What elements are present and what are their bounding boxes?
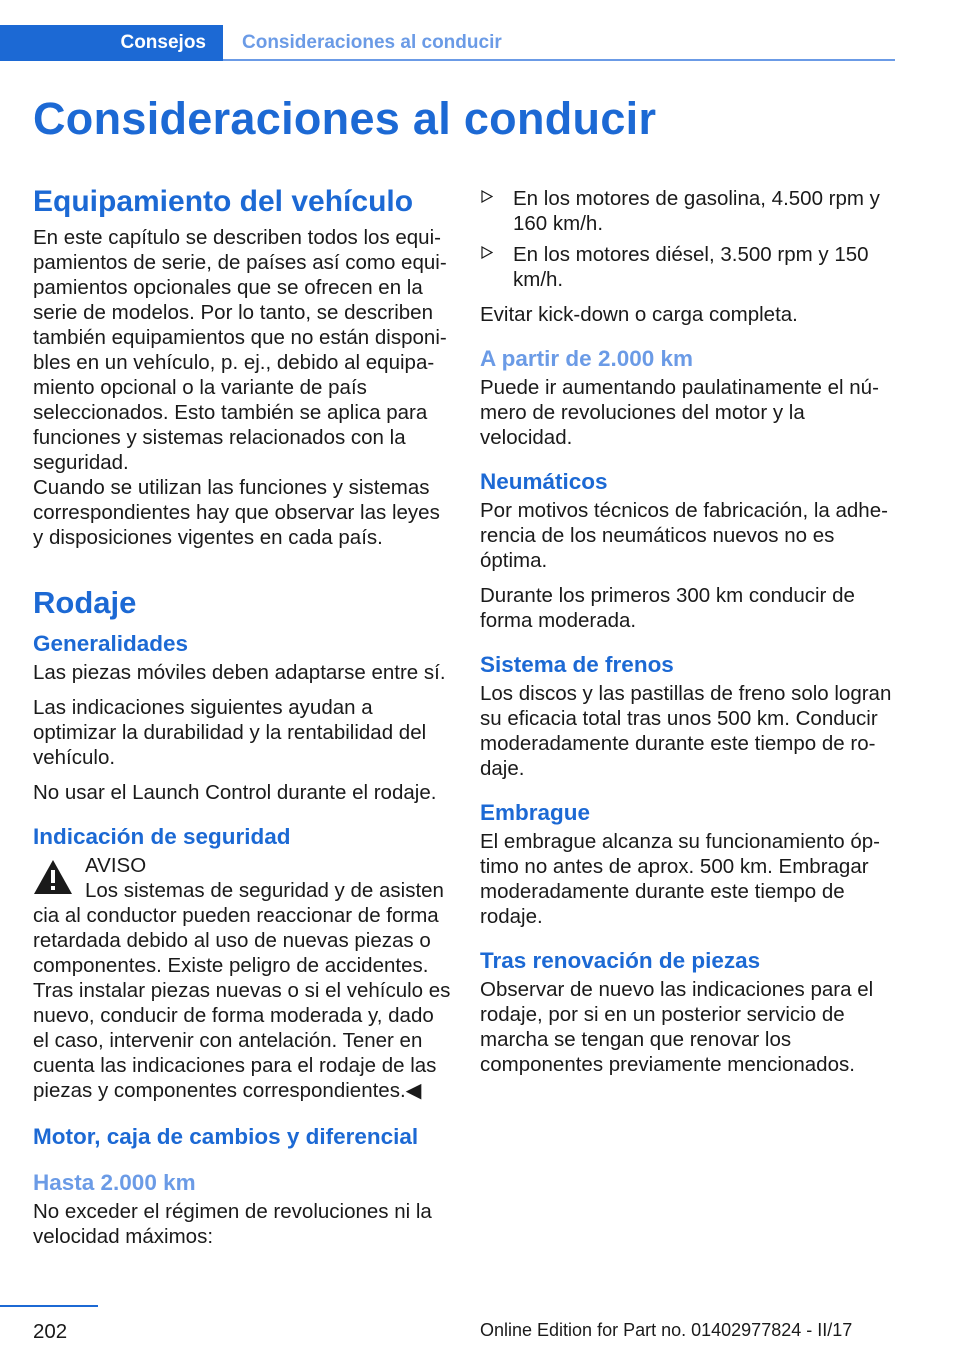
tab-consideraciones-label: Consideraciones al conducir [242, 32, 502, 53]
section-title-rodaje: Rodaje [33, 585, 137, 620]
header-tab-bar [0, 25, 895, 61]
paragraph: Por motivos técnicos de fabricación, la adherencia de los neumáticos nuevos no es óptima. [480, 499, 888, 572]
paragraph: Cuando se utilizan las funciones y sistemas correspondientes hay que observar las leyes y disposiciones vigentes en cada país. [33, 476, 440, 549]
paragraph: Las indicaciones siguientes ayudan a optimizar la durabilidad y la rentabilidad del vehículo. [33, 696, 427, 769]
paragraph: Evitar kick-down o carga completa. [480, 303, 798, 326]
warning-box [33, 853, 451, 1103]
header-divider [223, 59, 895, 61]
warning-text: cia al conductor pueden reaccionar de forma retardada debido al uso de nuevas piezas o componentes. Existe peligro de accidentes. Tras instalar piezas nuevas o si el vehículo es nuevo, conducir de forma moderada y, dado el caso, intervenir con antelación. Tener en cuenta las indicaciones para el rodaje de las piezas y componentes correspondientes.◀ [33, 904, 451, 1102]
subsection-title-neumaticos: Neumáticos [480, 469, 608, 494]
list-item [480, 242, 898, 292]
bullet-list [480, 186, 898, 292]
paragraph: Puede ir aumentando paulatinamente el número de revoluciones del motor y la velocidad. [480, 376, 879, 449]
paragraph: No exceder el régimen de revoluciones ni la velocidad máximos: [33, 1200, 432, 1248]
warning-label: AVISO [85, 854, 147, 877]
subsection-title-seguridad: Indicación de seguridad [33, 824, 291, 849]
paragraph: Durante los primeros 300 km conducir de forma moderada. [480, 584, 855, 632]
paragraph: Las piezas móviles deben adaptarse entre sí. [33, 661, 446, 684]
left-column [33, 183, 451, 1259]
tab-consejos[interactable] [0, 25, 223, 61]
tab-consejos-label: Consejos [120, 32, 206, 53]
bullet-triangle-icon [481, 190, 493, 203]
page-title: Consideraciones al conducir [33, 93, 657, 144]
tab-consideraciones[interactable] [242, 25, 502, 61]
warning-triangle-icon [33, 859, 73, 895]
subsection-title-frenos: Sistema de frenos [480, 652, 674, 677]
subsection-title-generalidades: Generalidades [33, 631, 189, 656]
paragraph: Observar de nuevo las indicaciones para el rodaje, por si en un posterior servicio de marcha se tengan que renovar los componentes previamente mencionados. [480, 978, 874, 1076]
edition-note: Online Edition for Part no. 01402977824 - II/17 [480, 1320, 853, 1340]
list-item [480, 186, 898, 236]
list-item-text: En los motores diésel, 3.500 rpm y 150 km/h. [513, 243, 869, 291]
subsection-title-motor: Motor, caja de cambios y diferencial [33, 1124, 419, 1149]
subsection-title-embrague: Embrague [480, 800, 591, 825]
subsection-title-tras-renovacion: Tras renovación de piezas [480, 948, 761, 973]
paragraph: Los discos y las pastillas de freno solo logran su eficacia total tras unos 500 km. Conducir moderadamente durante este tiempo de rodaje. [480, 682, 892, 780]
paragraph: El embrague alcanza su funcionamiento óptimo no antes de aprox. 500 km. Embragar moderadamente durante este tiempo de rodaje. [480, 830, 880, 928]
subsection-title-a-partir-2000: A partir de 2.000 km [480, 346, 694, 371]
paragraph: En este capítulo se describen todos los equipamientos de serie, de países así como equipamientos opcionales que se ofrecen en la serie de modelos. Por lo tanto, se describen también equipamientos que no están disponibles en un vehículo, p. ej., debido al equipamiento opcional o la variante de país seleccionados. Esto también se aplica para funciones y sistemas relacionados con la seguridad. [33, 226, 447, 474]
footer-divider [0, 1305, 98, 1307]
bullet-triangle-icon [481, 246, 493, 259]
paragraph: No usar el Launch Control durante el rodaje. [33, 781, 437, 804]
warning-line: Los sistemas de seguridad y de asisten [85, 879, 444, 902]
list-item-text: En los motores de gasolina, 4.500 rpm y 160 km/h. [513, 187, 880, 235]
subsection-title-hasta-2000: Hasta 2.000 km [33, 1170, 196, 1195]
section-title-equipamiento: Equipamiento del vehículo [33, 185, 414, 218]
page-number: 202 [33, 1320, 68, 1343]
right-column [480, 186, 898, 1087]
